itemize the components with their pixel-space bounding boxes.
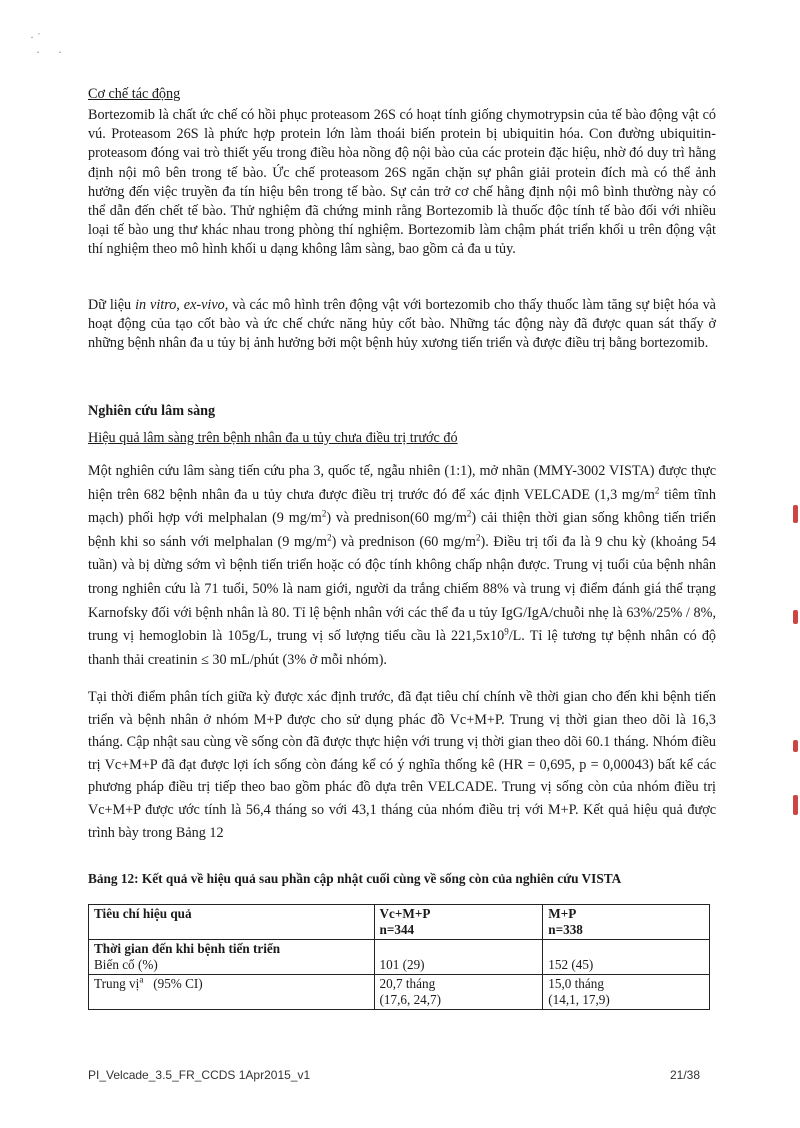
mechanism-paragraph-1: Bortezomib là chất ức chế có hồi phục proteasom 26S có hoạt tính giống chymotrypsin của tế bào động vật có vú. Proteasom 26S là phức hợp protein lớn làm thoái biến protein bị ubiquitin hóa. Con đường ubiquitin-proteasom đóng vai trò thiết yếu trong điều hòa nồng độ nội bào của các protein đặc hiệu, nhờ đó duy trì hằng định nội mô bên trong tế bào. Ức chế proteasom 26S ngăn chặn sự phân giải protein đích mà có thể ảnh hưởng đến việc truyền đa tín hiệu bên trong tế bào. Sự cản trở cơ chế hằng định nội mô bình thường này có thể dẫn đến chết tế bào. Thử nghiệm đã chứng minh rằng Bortezomib là thuốc độc tính tế bào đối với nhiều loại tế bào ung thư khác nhau trong phòng thí nghiệm. Bortezomib làm chậm phát triển khối u trên động vật thí nghiệm theo mô hình khối u dạng không lâm sàng, bao gồm cả đa u tủy. <box>88 107 716 258</box>
mechanism-paragraph-2: Dữ liệu in vitro, ex-vivo, và các mô hình trên động vật với bortezomib cho thấy thuốc làm tăng sự biệt hóa và hoạt động của tạo cốt bào và ức chế chức năng hủy cốt bào. Những tác động này đã được quan sát thấy ở những bệnh nhân đa u tủy bị ảnh hưởng bởi một bệnh hủy xương tiến triển và được điều trị bằng bortezomib. <box>88 297 716 352</box>
clinical-paragraph-2: Tại thời điểm phân tích giữa kỳ được xác định trước, đã đạt tiêu chí chính về thời gian cho đến khi bệnh tiến triển và bệnh nhân ở nhóm M+P được cho sử dụng phác đồ Vc+M+P. Trung vị thời gian theo dõi là 16,3 tháng. Cập nhật sau cùng về sống còn đã được thực hiện với trung vị thời gian theo dõi 60.1 tháng. Nhóm điều trị Vc+M+P đã đạt được lợi ích sống còn đáng kể có ý nghĩa thống kê (HR = 0,695, p = 0,00043) bất kể các phương pháp điều trị tiếp theo bao gồm phác đồ dựa trên VELCADE. Trung vị sống còn của nhóm điều trị Vc+M+P được ước tính là 56,4 tháng so với 43,1 tháng của nhóm điều trị với M+P. Kết quả hiệu quả được trình bày trong Bảng 12 <box>88 689 716 841</box>
table-header-row <box>89 905 710 940</box>
in-vitro-italic: in vitro, ex-vivo <box>135 297 225 313</box>
table-row <box>89 940 710 975</box>
row-median-vcmp: 20,7 tháng (17,6, 24,7) <box>374 975 543 1010</box>
clinical-heading: Nghiên cứu lâm sàng <box>88 403 216 419</box>
row-median-mp: 15,0 tháng (14,1, 17,9) <box>543 975 710 1010</box>
header-vcmp: Vc+M+P n=344 <box>374 905 543 940</box>
efficacy-table <box>88 904 710 1010</box>
row-events-vcmp: 101 (29) <box>374 940 543 975</box>
footer-page-number: 21/38 <box>670 1068 701 1082</box>
footer-document-id: PI_Velcade_3.5_FR_CCDS 1Apr2015_v1 <box>88 1068 311 1082</box>
row-median-label: Trung vị$^a$ (95% CI) <box>89 975 375 1010</box>
scan-edge-mark <box>793 795 798 815</box>
scan-edge-mark <box>793 505 798 523</box>
clinical-subheading: Hiệu quả lâm sàng trên bệnh nhân đa u tủy chưa điều trị trước đó <box>88 430 458 446</box>
header-criteria: Tiêu chí hiệu quả <box>89 905 375 940</box>
header-mp: M+P n=338 <box>543 905 710 940</box>
row-events-mp: 152 (45) <box>543 940 710 975</box>
mechanism-heading: Cơ chế tác động <box>88 86 181 102</box>
clinical-paragraph-1: Một nghiên cứu lâm sàng tiến cứu pha 3, quốc tế, ngẫu nhiên (1:1), mở nhãn (MMY-3002 VISTA) được thực hiện trên 682 bệnh nhân đa u tủy chưa được điều trị trước đó để xác định VELCADE (1,3 $mg/m^2$ tiêm tĩnh mạch) phối hợp với melphalan (9 $mg/m^2$) và prednison(60 $mg/m^2$) cải thiện thời gian sống không tiến triển bệnh khi so sánh với melphalan (9 $mg/m^2$) và prednison (60 $mg/m^2$). Điều trị tối đa là 9 chu kỳ (khoảng 54 tuần) và bị dừng sớm vì bệnh tiến triển hoặc có độc tính không chấp nhận được. Trung vị tuổi của bệnh nhân trong nghiên cứu là 71 tuổi, 50% là nam giới, người da trắng chiếm 88% và trung vị điểm đánh giá thể trạng Karnofsky đối với bệnh nhân là 80. Tỉ lệ bệnh nhân với các thể đa u tủy IgG/IgA/chuỗi nhẹ là 63%/25% / 8%, trung vị hemoglobin là 105g/L, trung vị số lượng tiểu cầu là $221,5x10^9/L$. Tỉ lệ tương tự bệnh nhân có độ thanh thải creatinin ≤ 30 mL/phút (3% ở mỗi nhóm). <box>88 463 717 668</box>
row-events-label: Thời gian đến khi bệnh tiến triển Biến cố (%) <box>89 940 375 975</box>
scan-edge-mark <box>793 610 798 624</box>
table-caption: Bảng 12: Kết quả về hiệu quả sau phần cập nhật cuối cùng về sống còn của nghiên cứu VISTA <box>88 871 622 886</box>
table-row <box>89 975 710 1010</box>
scan-specks: · ˙ · · <box>30 30 62 59</box>
scan-edge-mark <box>793 740 798 752</box>
